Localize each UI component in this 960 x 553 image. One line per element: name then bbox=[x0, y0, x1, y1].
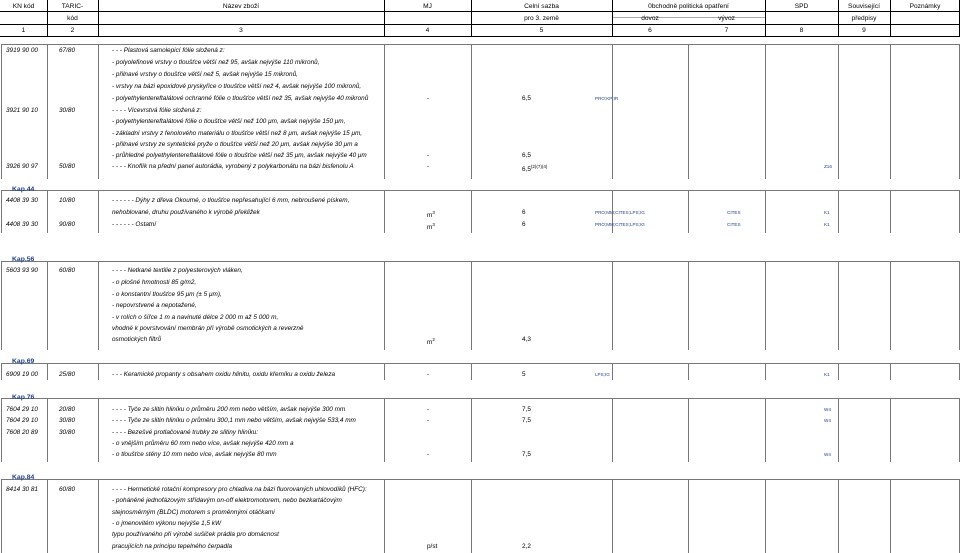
header-num: 2 bbox=[70, 27, 75, 34]
import-measures: PRO;MM;CITES;LPS;IG bbox=[595, 210, 645, 215]
duty-rate bbox=[522, 542, 531, 551]
goods-description: - nepovrstvené a nepotažené, bbox=[112, 302, 197, 309]
column-rule bbox=[1, 363, 2, 380]
goods-description: osmotických filtrů bbox=[112, 336, 162, 343]
column-rule bbox=[765, 261, 766, 350]
kn-code: 3926 90 97 bbox=[6, 163, 38, 170]
goods-description: - - - - Knoflík na přední panel autorádia, vyrobený z polykarbonátu na bázi bisfenolu A bbox=[112, 163, 354, 170]
duty-rate-value: 6,5 bbox=[522, 166, 531, 174]
goods-description: - o vnějším průměru 60 mm nebo více, avšak nejvýše 420 mm a bbox=[112, 440, 294, 447]
column-rule bbox=[612, 479, 613, 553]
kn-code: 3919 90 00 bbox=[6, 47, 38, 54]
goods-description: - - - Plastová samolepicí fólie složená z: bbox=[112, 47, 225, 54]
remarks: K1 bbox=[824, 222, 830, 227]
column-rule bbox=[765, 190, 766, 233]
import-measures: PRO;KP;IR bbox=[595, 96, 619, 101]
column-rule bbox=[688, 261, 689, 350]
duty-rate-value: 6 bbox=[522, 221, 526, 228]
goods-description: nehoblované, druhu používaného k výrobě překližek bbox=[112, 209, 260, 216]
column-rule bbox=[765, 44, 766, 179]
unit-text: - bbox=[427, 95, 430, 102]
unit-text: - bbox=[427, 417, 430, 424]
header-vyvoz: vývoz bbox=[718, 15, 735, 22]
column-rule bbox=[1, 479, 2, 553]
unit-text: m bbox=[427, 212, 433, 220]
block-top-rule bbox=[1, 190, 959, 191]
header-nazev: Název zboží bbox=[222, 3, 260, 10]
block-top-rule bbox=[1, 261, 959, 262]
import-measures: LPS;IG bbox=[595, 372, 610, 377]
unit bbox=[427, 94, 429, 103]
goods-description: vhodné k povrstvování membrán při výrobě osmotických a reverzně bbox=[112, 325, 304, 332]
duty-footnote: (2)(7)(4) bbox=[530, 164, 548, 169]
column-rule bbox=[1, 398, 2, 462]
chapter-heading: Kap.56 bbox=[12, 256, 35, 263]
header-spd: SPD bbox=[794, 3, 809, 10]
duty-rate bbox=[522, 220, 526, 229]
duty-rate-value: 7,5 bbox=[522, 406, 531, 413]
duty-rate-value: 4,3 bbox=[522, 336, 531, 343]
unit bbox=[427, 416, 429, 425]
unit-text: - bbox=[427, 163, 430, 170]
kn-code: 8414 30 81 bbox=[6, 486, 38, 493]
remarks: W4 bbox=[824, 418, 831, 423]
taric-code: 25/80 bbox=[59, 371, 75, 378]
column-rule bbox=[612, 44, 613, 179]
kn-code: 3921 90 10 bbox=[6, 107, 38, 114]
goods-description: - v rolích o šířce 1 m a navinuté délce 2 000 m až 5 000 m, bbox=[112, 314, 279, 321]
block-top-rule bbox=[1, 44, 959, 45]
goods-description: - přilnavé vrstvy o tloušťce větší než 5, avšak nejvýše 15 mikronů, bbox=[112, 71, 298, 78]
column-rule bbox=[838, 261, 839, 350]
column-rule bbox=[47, 479, 48, 553]
duty-rate-value: 5 bbox=[522, 371, 526, 378]
unit bbox=[427, 208, 435, 220]
column-rule bbox=[688, 363, 689, 380]
header-num: 3 bbox=[239, 27, 243, 34]
goods-description: - - - - Netkané textilie z polyesterových vláken, bbox=[112, 267, 243, 274]
column-rule bbox=[384, 190, 385, 233]
column-rule bbox=[98, 261, 99, 350]
chapter-heading: Kap.69 bbox=[12, 358, 35, 365]
kn-code: 7608 20 89 bbox=[6, 429, 38, 436]
goods-description: - - - - Tyče ze slitin hliníku o průměru 300,1 mm nebo větším, avšak nejvýše 533,4 mm bbox=[112, 417, 356, 424]
column-rule bbox=[471, 44, 472, 179]
goods-description: - průhledné polyethylentereftalátové fólie o tloušťce větší než 35 μm, avšak nejvýše 40 μm bbox=[112, 152, 367, 159]
table-header bbox=[0, 0, 960, 37]
kn-code: 4408 39 30 bbox=[6, 221, 38, 228]
column-rule bbox=[890, 398, 891, 462]
header-num: 4 bbox=[425, 27, 430, 34]
header-souvisejici: Související bbox=[848, 3, 880, 10]
header-predpisy: předpisy bbox=[851, 15, 877, 22]
column-rule bbox=[838, 479, 839, 553]
column-rule bbox=[612, 398, 613, 462]
column-rule bbox=[890, 44, 891, 179]
duty-rate-value: 7,5 bbox=[522, 451, 531, 458]
goods-description: - o tloušťce stěny 10 mm nebo více, avšak nejvýše 80 mm bbox=[112, 451, 277, 458]
unit bbox=[427, 162, 429, 171]
column-rule bbox=[384, 44, 385, 179]
column-rule bbox=[612, 261, 613, 350]
duty-rate bbox=[522, 416, 531, 425]
column-rule bbox=[47, 190, 48, 233]
duty-rate-value: 6 bbox=[522, 209, 526, 216]
duty-rate bbox=[522, 450, 531, 459]
column-rule bbox=[384, 479, 385, 553]
column-rule bbox=[384, 261, 385, 350]
column-rule bbox=[471, 479, 472, 553]
duty-rate bbox=[522, 370, 526, 379]
duty-rate-value: 6,5 bbox=[522, 95, 531, 102]
related-regulations: CITES bbox=[727, 210, 741, 215]
unit-exponent: 2 bbox=[432, 337, 435, 342]
column-rule bbox=[47, 398, 48, 462]
related-regulations: CITES bbox=[727, 222, 741, 227]
header-clo: Celní sazba bbox=[524, 3, 559, 10]
goods-description: pracujících na principu tepelného čerpadla bbox=[112, 543, 233, 550]
unit-text: m bbox=[427, 339, 433, 347]
duty-rate-value: 7,5 bbox=[522, 417, 531, 424]
column-rule bbox=[688, 190, 689, 233]
taric-code: 60/80 bbox=[59, 267, 75, 274]
unit-text: - bbox=[427, 152, 430, 159]
block-top-rule bbox=[1, 479, 959, 480]
column-rule bbox=[765, 479, 766, 553]
duty-rate-value: 2,2 bbox=[522, 543, 531, 550]
goods-description: - - - - - - Dýhy z dřeva Okoumé, o tloušťce nepřesahující 6 mm, nebroušené pískem, bbox=[112, 197, 350, 204]
column-rule bbox=[98, 44, 99, 179]
unit bbox=[427, 151, 429, 160]
column-rule bbox=[688, 44, 689, 179]
header-clo-sub: pro 3. země bbox=[524, 15, 559, 22]
column-rule bbox=[890, 479, 891, 553]
column-rule bbox=[384, 363, 385, 380]
goods-description: - - - - Vícevrstvá fólie složená z: bbox=[112, 107, 202, 114]
goods-description: - - - - - - Ostatní bbox=[112, 221, 157, 228]
remarks: K1 bbox=[824, 372, 830, 377]
unit bbox=[427, 450, 429, 459]
duty-rate bbox=[522, 208, 526, 217]
header-num: 1 bbox=[21, 27, 26, 34]
taric-code: 50/80 bbox=[59, 163, 75, 170]
header-num: 5 bbox=[539, 27, 544, 34]
chapter-heading: Kap.84 bbox=[12, 474, 35, 481]
unit bbox=[427, 220, 435, 232]
unit-exponent: 3 bbox=[432, 210, 435, 215]
duty-rate-value: 6,5 bbox=[522, 152, 531, 159]
kn-code: 4408 39 30 bbox=[6, 197, 38, 204]
kn-code: 7604 29 10 bbox=[6, 406, 38, 413]
header-opatreni: 0bchodně politická opatření bbox=[648, 3, 729, 10]
taric-code: 20/80 bbox=[59, 406, 75, 413]
import-measures: PRO;MM;CITES;LPS;IG bbox=[595, 222, 645, 227]
header-num: 8 bbox=[799, 27, 804, 34]
remarks: Z16 bbox=[824, 164, 832, 169]
column-rule bbox=[47, 44, 48, 179]
column-rule bbox=[1, 261, 2, 350]
column-rule bbox=[765, 363, 766, 380]
header-taric: TARIC- bbox=[61, 3, 84, 10]
goods-description: - - - - Hermetické rotační kompresory pro chladiva na bázi fluorovaných uhlovodíků (HFC): bbox=[112, 486, 367, 493]
column-rule bbox=[890, 363, 891, 380]
duty-rate bbox=[522, 151, 531, 160]
column-rule bbox=[98, 398, 99, 462]
header-dovoz: dovoz bbox=[641, 15, 659, 22]
duty-rate bbox=[522, 335, 531, 344]
duty-rate bbox=[522, 405, 531, 414]
goods-description: - - - - Tyče ze slitin hliníku o průměru 200 mm nebo větším, avšak nejvýše 300 mm bbox=[112, 406, 346, 413]
goods-description: - o jmenovitém výkonu nejvýše 1,5 kW bbox=[112, 520, 222, 527]
block-top-rule bbox=[1, 363, 959, 364]
goods-description: - vrstvy na bázi epoxidové pryskyřice o tloušťce větší než 4, avšak nejvýše 100 mikronů, bbox=[112, 83, 362, 90]
chapter-heading: Kap.44 bbox=[12, 186, 35, 193]
column-rule bbox=[471, 363, 472, 380]
kn-code: 5603 93 90 bbox=[6, 267, 38, 274]
remarks: W4 bbox=[824, 452, 831, 457]
taric-code: 30/80 bbox=[59, 429, 75, 436]
column-rule bbox=[838, 398, 839, 462]
column-rule bbox=[890, 190, 891, 233]
taric-code: 90/80 bbox=[59, 221, 75, 228]
chapter-heading: Kap.76 bbox=[12, 394, 35, 401]
column-rule bbox=[688, 398, 689, 462]
duty-rate bbox=[522, 162, 547, 174]
header-poznamky: Poznámky bbox=[909, 3, 941, 10]
goods-description: - - - Keramické propanty s obsahem oxidu hlinitu, oxidu křemíku a oxidu železa bbox=[112, 371, 336, 378]
header-num: 6 bbox=[648, 27, 652, 34]
column-rule bbox=[612, 363, 613, 380]
column-rule bbox=[838, 190, 839, 233]
goods-description: stejnosměrným (BLDC) motorem s proměnnými otáčkami bbox=[112, 509, 275, 516]
kn-code: 7604 29 10 bbox=[6, 417, 38, 424]
column-rule bbox=[838, 44, 839, 179]
header-rule bbox=[0, 24, 960, 25]
taric-code: 60/80 bbox=[59, 486, 75, 493]
unit-text: - bbox=[427, 371, 430, 378]
column-rule bbox=[890, 261, 891, 350]
column-rule bbox=[47, 363, 48, 380]
column-rule bbox=[471, 190, 472, 233]
column-rule bbox=[838, 363, 839, 380]
column-rule bbox=[471, 398, 472, 462]
column-rule bbox=[471, 261, 472, 350]
goods-description: - polyethylentereftalátové fólie o tloušťce větší než 100 μm, avšak nejvýše 150 μm, bbox=[112, 118, 346, 125]
taric-code: 30/80 bbox=[59, 107, 75, 114]
unit-text: m bbox=[427, 224, 433, 232]
column-rule bbox=[688, 479, 689, 553]
remarks: K1 bbox=[824, 210, 830, 215]
unit bbox=[427, 405, 429, 414]
column-rule bbox=[765, 398, 766, 462]
unit bbox=[427, 335, 435, 347]
column-rule bbox=[98, 190, 99, 233]
column-rule bbox=[98, 363, 99, 380]
goods-description: - základní vrstvy z fenolového materiálu o tloušťce větší než 8 μm, avšak nejvýše 15 μm, bbox=[112, 130, 363, 137]
goods-description: - polyolefinové vrstvy o tloušťce větší než 95, avšak nejvýše 110 mikronů, bbox=[112, 59, 320, 66]
goods-description: typu používaného při výrobě sušiček prádla pro domácnost bbox=[112, 531, 279, 538]
unit-text: - bbox=[427, 406, 430, 413]
taric-code: 30/80 bbox=[59, 417, 75, 424]
unit bbox=[427, 370, 429, 379]
goods-description: - poháněné jednofázovým střídavým on-off elektromotorem, nebo bezkartáčovým bbox=[112, 497, 342, 504]
kn-code: 6909 19 00 bbox=[6, 371, 38, 378]
goods-description: - polyethylentereftalátové ochranné fólie o tloušťce větší než 35, avšak nejvýše 40 mikronů bbox=[112, 95, 369, 102]
taric-code: 67/80 bbox=[59, 47, 75, 54]
duty-rate bbox=[522, 94, 531, 103]
header-taric-sub: kód bbox=[67, 15, 78, 22]
goods-description: - o konstantní tloušťce 95 μm (± 5 μm), bbox=[112, 291, 222, 298]
column-rule bbox=[384, 398, 385, 462]
unit-text: - bbox=[427, 451, 430, 458]
header-mj: MJ bbox=[423, 3, 432, 10]
column-rule bbox=[47, 261, 48, 350]
goods-description: - o plošné hmotnosti 85 g/m2, bbox=[112, 279, 197, 286]
block-top-rule bbox=[1, 398, 959, 399]
header-kn: KN kód bbox=[12, 3, 35, 10]
column-rule bbox=[1, 190, 2, 233]
taric-code: 10/80 bbox=[59, 197, 75, 204]
unit-exponent: 3 bbox=[432, 222, 435, 227]
column-rule bbox=[1, 44, 2, 179]
header-num: 9 bbox=[862, 27, 866, 34]
unit bbox=[427, 542, 437, 551]
remarks: W4 bbox=[824, 407, 831, 412]
header-num: 7 bbox=[724, 27, 729, 34]
unit-text: p/st bbox=[427, 543, 438, 550]
goods-description: - - - - Bezešvé protlačované trubky ze slitiny hliníku: bbox=[112, 429, 258, 436]
column-rule bbox=[98, 479, 99, 553]
goods-description: - přilnavé vrstvy ze syntetické pryže o tloušťce větší než 20 μm, avšak nejvýše 30 μm a bbox=[112, 141, 358, 148]
